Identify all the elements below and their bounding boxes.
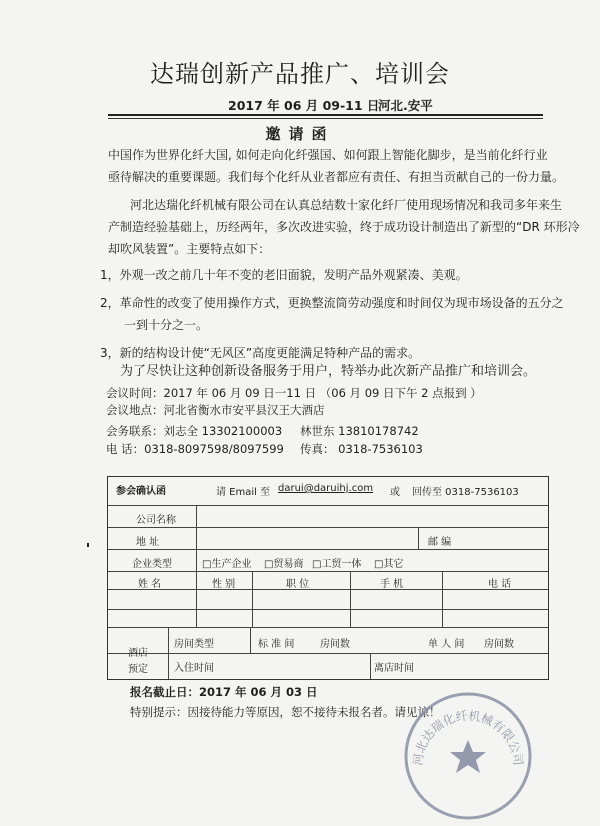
room-count-label: 房间数 xyxy=(320,639,350,650)
fax: 传真： 0318-7536103 xyxy=(300,442,423,456)
address-label: 地 址 xyxy=(136,537,160,548)
paragraph-1-line-1: 中国作为世界化纤大国, 如何走向化纤强国、如何跟上智能化脚步，是当前化纤行业 xyxy=(108,148,548,162)
feature-1: 1，外观一改之前几十年不变的老旧面貌，发明产品外观紧凑、美观。 xyxy=(100,268,468,282)
email-link[interactable]: darui@daruihj.com xyxy=(278,483,374,494)
fax-label: 回传至 0318-7536103 xyxy=(412,487,519,498)
type-option-trader[interactable]: □贸易商 xyxy=(264,559,304,570)
row-line xyxy=(108,653,548,654)
page-title: 达瑞创新产品推广、培训会 xyxy=(150,60,450,88)
special-notice: 特别提示：因接待能力等原因，恕不接待未报名者。请见谅！ xyxy=(130,705,441,719)
scan-mark xyxy=(87,543,89,547)
single-room-label: 单 人 间 xyxy=(428,639,465,650)
checkin-label: 入住时间 xyxy=(174,663,214,674)
registration-form xyxy=(107,476,549,680)
meeting-location: 会议地点：河北省衡水市安平县汉王大酒店 xyxy=(106,403,325,417)
paragraph-2-line-3: 却吹风装置”。主要特点如下： xyxy=(108,242,271,256)
company-seal xyxy=(400,688,536,824)
col-line xyxy=(196,571,197,627)
paragraph-2-line-2: 产制造经验基础上，历经两年，多次改进实验，终于成功设计制造出了新型的“DR 环形冷 xyxy=(108,220,580,234)
form-title: 参会确认函 xyxy=(116,486,166,497)
col-header-name: 姓 名 xyxy=(138,579,162,590)
col-line xyxy=(442,571,443,627)
room-count-label-2: 房间数 xyxy=(484,639,514,650)
row-line xyxy=(108,527,548,528)
company-type-label: 企业类型 xyxy=(132,559,172,570)
hotel-label: 酒店 xyxy=(128,648,148,659)
col-line xyxy=(250,627,251,653)
type-option-other[interactable]: □其它 xyxy=(374,559,404,570)
seal-star-icon xyxy=(450,740,486,773)
row-line xyxy=(108,609,548,610)
feature-3: 3，新的结构设计使“无风区”高度更能满足特种产品的需求。 xyxy=(100,346,421,360)
seal-text: 河北达瑞化纤机械有限公司 xyxy=(410,708,526,767)
feature-2-line-1: 2，革命性的改变了使用操作方式，更换整流筒劳动强度和时间仅为现市场设备的五分之 xyxy=(100,296,564,310)
standard-room-label: 标 准 间 xyxy=(258,639,295,650)
row-line xyxy=(108,627,548,628)
feature-2-line-2: 一到十分之一。 xyxy=(124,318,209,332)
reserve-label: 预定 xyxy=(128,664,148,675)
col-line xyxy=(418,527,419,549)
col-header-phone: 电 话 xyxy=(488,579,512,590)
col-line xyxy=(196,505,197,571)
phone: 电 话：0318-8097598/8097599 xyxy=(106,442,284,456)
invitation-heading: 邀请函 xyxy=(265,125,335,143)
contact-2: 林世东 13810178742 xyxy=(300,424,419,438)
col-line xyxy=(252,571,253,627)
row-line xyxy=(108,505,548,506)
room-type-label: 房间类型 xyxy=(174,639,214,650)
event-place: 河北.安平 xyxy=(378,98,433,113)
col-header-mobile: 手 机 xyxy=(380,579,404,590)
deadline: 报名截止日：2017 年 06 月 03 日 xyxy=(130,685,318,699)
title-divider xyxy=(108,114,543,116)
row-line xyxy=(108,589,548,590)
meeting-time: 会议时间：2017 年 06 月 09 日一11 日 （06 月 09 日下午 2 点报到 ） xyxy=(106,386,482,400)
type-option-integrated[interactable]: □工贸一体 xyxy=(312,559,362,570)
col-line xyxy=(168,627,169,679)
row-line xyxy=(108,571,548,572)
or-text: 或 xyxy=(390,487,400,498)
col-header-gender: 性 别 xyxy=(212,579,236,590)
row-line xyxy=(108,549,548,550)
checkout-label: 离店时间 xyxy=(374,663,414,674)
type-option-production[interactable]: □生产企业 xyxy=(202,559,252,570)
intro-sentence: 为了尽快让这种创新设备服务于用户，特举办此次新产品推广和培训会。 xyxy=(120,364,537,379)
paragraph-2-line-1: 河北达瑞化纤机械有限公司在认真总结数十家化纤厂使用现场情况和我司多年来生 xyxy=(130,198,563,212)
paragraph-1-line-2: 亟待解决的重要课题。我们每个化纤从业者都应有责任、有担当贡献自己的一份力量。 xyxy=(108,170,565,184)
col-header-position: 职 位 xyxy=(286,579,310,590)
contact-1: 会务联系：刘志全 13302100003 xyxy=(106,424,283,438)
title-divider-thin xyxy=(108,118,543,119)
col-line xyxy=(350,571,351,627)
col-line xyxy=(370,653,371,679)
email-label: 请 Email 至 xyxy=(216,487,271,498)
company-label: 公司名称 xyxy=(136,515,176,526)
postcode-label: 邮 编 xyxy=(428,537,452,548)
event-date: 2017 年 06 月 09-11 日 xyxy=(228,98,380,113)
